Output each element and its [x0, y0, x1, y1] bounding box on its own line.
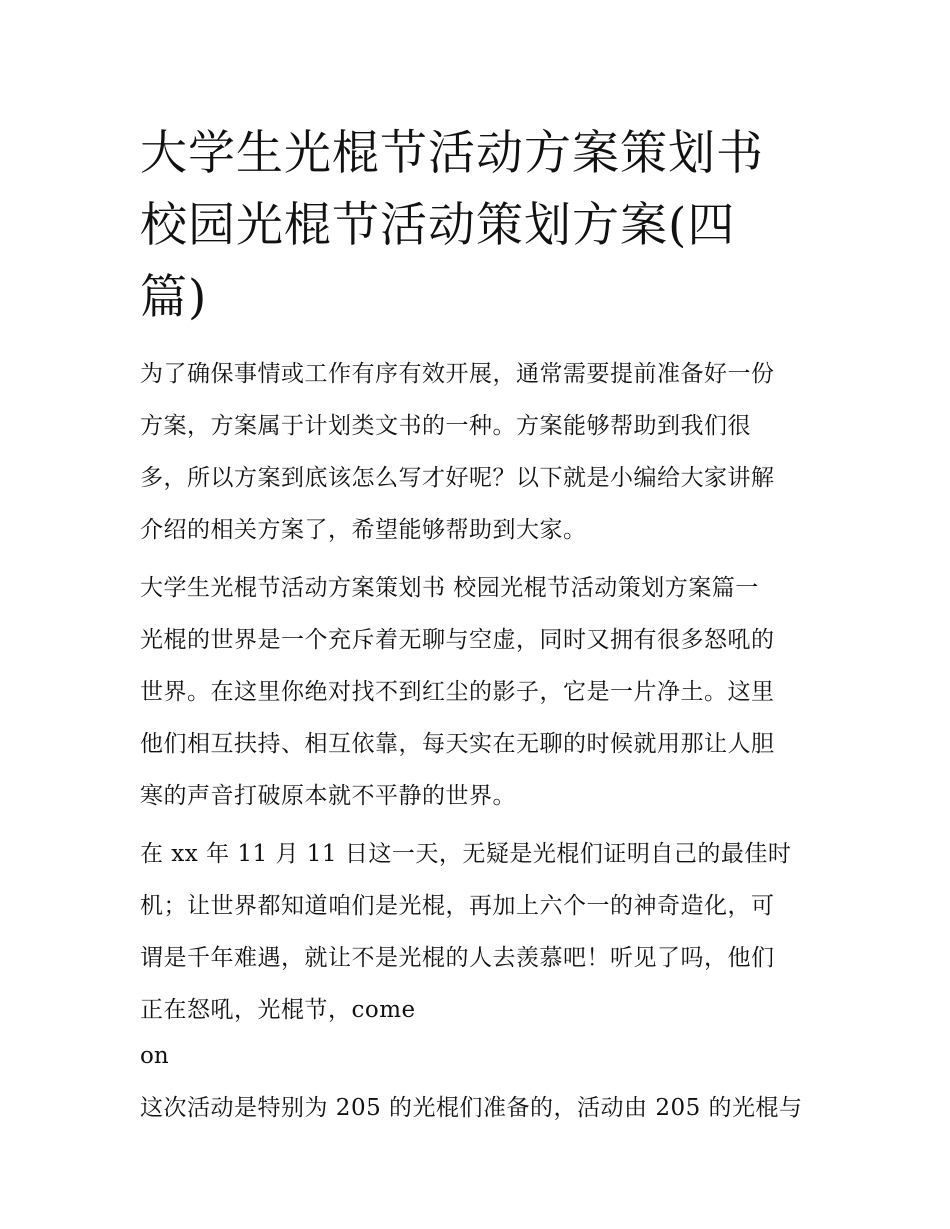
body-paragraph — [140, 614, 812, 822]
title-line: 篇) — [140, 270, 208, 325]
paragraph-line: 机；让世界都知道咱们是光棍，再加上六个一的神奇造化，可 — [140, 893, 775, 919]
paragraph-line: 为了确保事情或工作有序有效开展，通常需要提前准备好一份 — [140, 361, 775, 387]
paragraph-line: 这次活动是特别为 205 的光棍们准备的，活动由 205 的光棍与 — [140, 1095, 803, 1121]
paragraph-line: 介绍的相关方案了，希望能够帮助到大家。 — [140, 517, 587, 543]
paragraph-line: 方案，方案属于计划类文书的一种。方案能够帮助到我们很 — [140, 413, 751, 439]
body-paragraph — [140, 1082, 812, 1134]
paragraph-line: 寒的声音打破原本就不平静的世界。 — [140, 783, 516, 809]
document-body — [140, 118, 812, 1134]
paragraph-line: 在 xx 年 11 月 11 日这一天，无疑是光棍们证明自己的最佳时 — [140, 841, 792, 867]
section-heading — [140, 562, 812, 614]
body-paragraph — [140, 1036, 812, 1076]
paragraph-line: 世界。在这里你绝对找不到红尘的影子，它是一片净土。这里 — [140, 679, 775, 705]
intro-paragraph — [140, 348, 812, 556]
paragraph-line: 多，所以方案到底该怎么写才好呢？以下就是小编给大家讲解 — [140, 465, 775, 491]
paragraph-line: 光棍的世界是一个充斥着无聊与空虚，同时又拥有很多怒吼的 — [140, 627, 775, 653]
document-title — [140, 118, 812, 334]
paragraph-line: on — [140, 1043, 169, 1069]
paragraph-line: 大学生光棍节活动方案策划书 校园光棍节活动策划方案篇一 — [140, 575, 759, 601]
title-line: 校园光棍节活动策划方案(四 — [140, 198, 736, 253]
body-paragraph — [140, 828, 812, 1036]
paragraph-line: 正在怒吼，光棍节，come — [140, 997, 416, 1023]
paragraph-line: 谓是千年难遇，就让不是光棍的人去羡慕吧！听见了吗，他们 — [140, 945, 775, 971]
title-line: 大学生光棍节活动方案策划书 — [140, 126, 764, 181]
paragraph-line: 他们相互扶持、相互依靠，每天实在无聊的时候就用那让人胆 — [140, 731, 775, 757]
